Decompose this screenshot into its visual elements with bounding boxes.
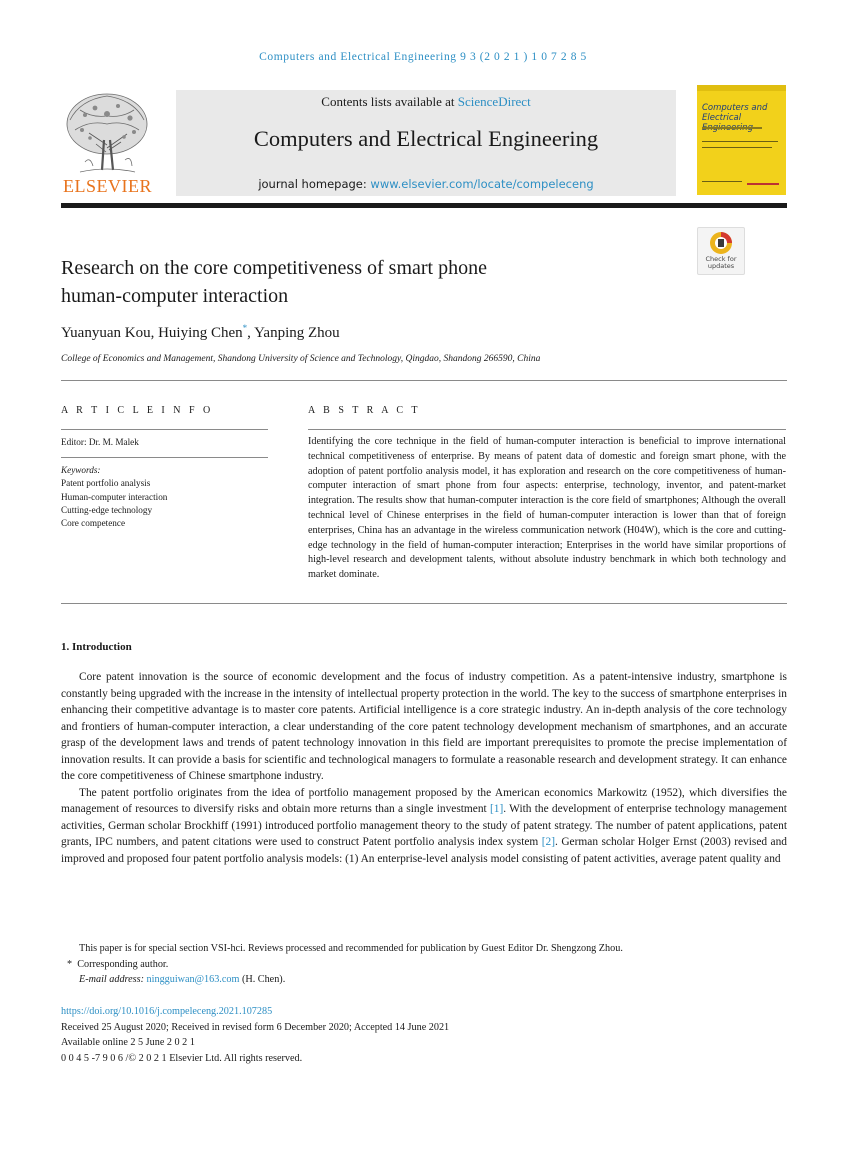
abstract-heading: A B S T R A C T <box>308 405 421 416</box>
article-title: Research on the core competitiveness of smart phone human-computer interaction <box>61 257 487 307</box>
available-online: Available online 2 5 June 2 0 2 1 <box>61 1037 195 1048</box>
paragraph: Core patent innovation is the source of economic development and the focus of industry competition. As a patent-intensive industry, smartphone is constantly being upgraded with the increase in the intensity of intellectual property protection in the world. The key to the success of smartphone enterprises in enhancing their competitive advantage is to master core patents. Artificial intelligence is a core strategic industry. An in-depth analysis of the core technology and frontiers of human-computer interaction, a clear understanding of the core patent technology development mechanism of smartphones, and an accurate grasp of the development laws and trends of patent technology innovation in this field are important prerequisites to promote the precise implementation of innovation results. It can provide a basis for scientific and technological managers to formulate a reasonable research and development strategy. It can enhance the core competitiveness of Chinese smartphone industry. <box>61 671 787 782</box>
keyword-item: Core competence <box>61 518 126 529</box>
journal-homepage-link[interactable]: www.elsevier.com/locate/compeleceng <box>370 177 594 191</box>
copyright-line: 0 0 4 5 -7 9 0 6 /© 2 0 2 1 Elsevier Ltd. All rights reserved. <box>61 1052 303 1064</box>
reference-link-2[interactable]: [2] <box>541 836 556 848</box>
paragraph: The patent portfolio originates from the idea of portfolio management proposed by the American economics Markowitz (1952), which diversifies the management of resources to diversify risks and obtain more returns than a single investment [1]. With the development of enterprise technology management activities, German scholar Brockhiff (1991) introduced portfolio management theory to the study of patent strategy. The number of patent applications, patent grants, IPC numbers, and patent citations were used to construct Patent portfolio analysis index system [2]. German scholar Holger Ernst (2003) revised and improved and proposed four patent portfolio analysis models: (1) An enterprise-level analysis model consisting of patent activities, average patent quality and <box>61 786 787 865</box>
sciencedirect-link[interactable]: ScienceDirect <box>457 94 531 109</box>
contents-lists-line: Contents lists available at ScienceDirect <box>321 94 531 109</box>
journal-citation[interactable]: Computers and Electrical Engineering 9 3 (2 0 2 1 ) 1 0 7 2 8 5 <box>259 51 587 63</box>
check-updates-icon <box>709 231 733 255</box>
article-info-body <box>61 436 268 530</box>
editor-line: Editor: Dr. M. Malek <box>61 437 139 447</box>
reference-link-1[interactable]: [1] <box>489 803 504 815</box>
keywords-label: Keywords: <box>61 465 101 476</box>
introduction-body <box>61 669 787 867</box>
check-for-updates-button[interactable]: Check for updates <box>697 227 745 275</box>
journal-header-banner <box>176 90 676 196</box>
author-affiliation: College of Economics and Management, Shandong University of Science and Technology, Qingdao, Shandong 266590, China <box>61 354 541 364</box>
footnote-email: E-mail address: ningguiwan@163.com (H. Chen). <box>79 974 286 985</box>
author-list: Yuanyuan Kou, Huiying Chen*, Yanping Zhou <box>61 323 340 341</box>
journal-name: Computers and Electrical Engineering <box>253 126 599 151</box>
keyword-item: Human-computer interaction <box>61 491 168 502</box>
received-dates: Received 25 August 2020; Received in revised form 6 December 2020; Accepted 14 June 2021 <box>61 1021 450 1033</box>
journal-cover-image[interactable] <box>697 85 786 195</box>
section-heading-introduction: 1. Introduction <box>61 641 132 653</box>
publisher-logo <box>60 90 155 198</box>
journal-homepage-line: journal homepage: www.elsevier.com/locate/compeleceng <box>258 177 594 191</box>
cover-title: Computers and Electrical <box>702 103 768 123</box>
footnote-corresponding: * Corresponding author. <box>67 958 169 970</box>
publication-info <box>61 1004 787 1066</box>
abstract-text: Identifying the core technique in the field of human-computer interaction is beneficial to improve international technical competitiveness of enterprise. By means of patent data of domestic and foreign smart phone, with the adoption of patent portfolio analysis model, it has exploration and research on the core competitiveness of human-computer interaction of smart phone from four aspects: enterprise, technology, inventor, and patent-market integration. The results show that human-computer interaction is the core field of smartphones; Although the overall technical level of Chinese enterprises in the field of human-computer interaction is lower than that of foreign enterprises, China has an advantage in the wireless communication network (H04W), which is the core and cutting-edge technology in the field of human-computer interaction; Enterprises in the world have similar proportions of high-level research and development talents, without absolute industry benchmark in which both technology and market dominate. <box>308 436 786 581</box>
corresponding-author-mark[interactable]: * <box>242 323 248 333</box>
elsevier-wordmark: ELSEVIER <box>63 176 152 196</box>
keyword-item: Cutting-edge technology <box>61 504 153 515</box>
email-link[interactable]: ningguiwan@163.com <box>146 974 240 985</box>
doi-link[interactable]: https://doi.org/10.1016/j.compeleceng.2021.107285 <box>61 1006 273 1017</box>
footnotes <box>61 941 787 988</box>
abstract-divider <box>61 603 787 604</box>
header-divider <box>61 203 787 208</box>
footnote-special-section: This paper is for special section VSI-hci. Reviews processed and recommended for publication by Guest Editor Dr. Shengzong Zhou. <box>79 943 623 954</box>
article-info-heading: A R T I C L E I N F O <box>61 405 214 416</box>
affiliation-divider <box>61 380 787 381</box>
keyword-item: Patent portfolio analysis <box>61 478 151 489</box>
